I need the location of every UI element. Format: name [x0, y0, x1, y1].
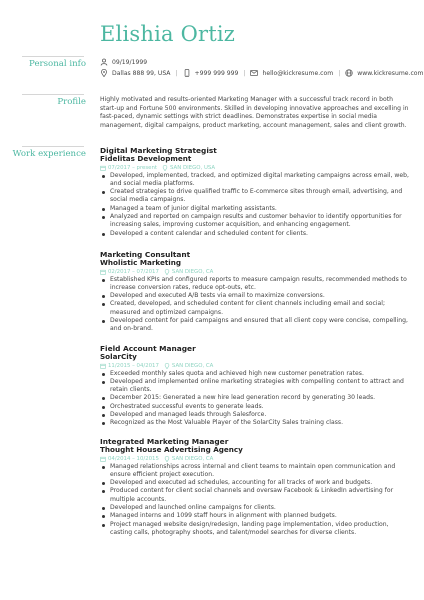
job-title: Marketing Consultant	[100, 250, 191, 259]
calendar-icon	[100, 456, 106, 462]
job-entry	[100, 437, 410, 537]
phone-value: +999 999 999	[194, 69, 239, 77]
list-item: Developed, implemented, tracked, and optimized digital marketing campaigns across email, web, and social media platforms.	[100, 172, 410, 189]
job-dates: 11/2015 – 04/2017	[108, 362, 159, 369]
list-item: Created strategies to drive qualified traffic to E-commerce sites through email, advertising, and social media campaigns.	[100, 188, 410, 205]
job-location: SAN DIEGO, CA	[171, 362, 214, 369]
email-value: hello@kickresume.com	[262, 69, 334, 77]
calendar-icon	[100, 269, 106, 275]
list-item: Developed and managed leads through Salesforce.	[100, 411, 410, 419]
calendar-icon	[100, 165, 106, 171]
job-entry	[100, 250, 410, 334]
job-dates: 07/2017 – present	[108, 164, 158, 171]
job-title: Field Account Manager	[100, 344, 196, 353]
contact-row	[100, 69, 423, 77]
job-entry	[100, 146, 410, 238]
location-pin-icon	[100, 69, 108, 77]
birthday-row	[100, 58, 147, 66]
employer-name: Thought House Advertising Agency	[100, 445, 243, 454]
location-pin-icon	[164, 456, 170, 462]
section-divider	[22, 94, 84, 95]
profile-summary: Highly motivated and results-oriented Marketing Manager with a successful track record in both start-up and Fortune 500 environments. Skilled in developing innovative approaches and excelling in fast-paced, dynamic settings with strict deadlines. Demonstrates expertise in social media management, digital campaigns, product marketing, account management, sales and client growth.	[100, 96, 409, 129]
list-item: Orchestrated successful events to generate leads.	[100, 403, 410, 411]
profile-label: Profile	[57, 97, 86, 107]
job-location: SAN DIEGO, CA	[171, 455, 214, 462]
job-meta	[100, 362, 410, 370]
job-dates: 02/2017 – 07/2017	[108, 268, 159, 275]
separator: |	[338, 69, 341, 77]
job-responsibilities	[100, 276, 410, 334]
job-meta	[100, 164, 410, 172]
employer-name: Wholistic Marketing	[100, 258, 182, 267]
list-item: Project managed website design/redesign, landing page implementation, video production, casting calls, photography shoots, and talent/model searches for diverse clients.	[100, 521, 410, 538]
job-title: Digital Marketing Strategist	[100, 146, 217, 155]
employer-name: SolarCity	[100, 352, 137, 361]
list-item: Developed a content calendar and scheduled content for clients.	[100, 230, 410, 238]
location-pin-icon	[164, 269, 170, 275]
list-item: Produced content for client social channels and oversaw Facebook & LinkedIn advertising for multiple accounts.	[100, 487, 410, 504]
job-dates: 04/2014 – 10/2015	[108, 455, 159, 462]
calendar-icon	[100, 363, 106, 369]
location-pin-icon	[164, 363, 170, 369]
location-pin-icon	[162, 165, 168, 171]
globe-icon	[345, 69, 353, 77]
address-value: Dallas 888 99, USA	[112, 69, 171, 77]
job-title: Integrated Marketing Manager	[100, 437, 229, 446]
section-divider	[22, 146, 84, 147]
list-item: Analyzed and reported on campaign results and customer behavior to identify opportunities for increasing sales, improving customer acquisition, and enhancing engagement.	[100, 213, 410, 230]
section-divider	[22, 56, 84, 57]
list-item: Developed and executed ad schedules, accounting for all tracks of work and budgets.	[100, 479, 410, 487]
website-value: www.kickresume.com	[357, 69, 424, 77]
employer-name: Fidelitas Development	[100, 154, 192, 163]
job-entry	[100, 344, 410, 428]
list-item: Developed and executed A/B tests via email to maximize conversions.	[100, 292, 410, 300]
separator: |	[175, 69, 178, 77]
job-location: SAN DIEGO, CA	[171, 268, 214, 275]
list-item: Developed and launched online campaigns for clients.	[100, 504, 410, 512]
list-item: Created, developed, and scheduled content for client channels including email and social; measured and optimized campaigns.	[100, 300, 410, 317]
list-item: December 2015: Generated a new hire lead generation record by generating 30 leads.	[100, 394, 410, 402]
email-icon	[250, 69, 258, 77]
list-item: Managed interns and 1099 staff hours in alignment with planned budgets.	[100, 512, 410, 520]
list-item: Managed relationships across internal and client teams to maintain open communication and ensure efficient project execution.	[100, 463, 410, 480]
list-item: Established KPIs and configured reports to measure campaign results, recommended methods to increase conversion rates, reduce opt-outs, etc.	[100, 276, 410, 293]
job-responsibilities	[100, 463, 410, 538]
personal-info-label: Personal info	[29, 59, 86, 69]
job-responsibilities	[100, 172, 410, 238]
job-meta	[100, 455, 410, 463]
job-responsibilities	[100, 370, 410, 428]
list-item: Developed content for paid campaigns and ensured that all client copy were concise, compelling, and on-brand.	[100, 317, 410, 334]
job-location: SAN DIEGO, USA	[170, 164, 216, 171]
separator: |	[243, 69, 246, 77]
work-experience-label: Work experience	[12, 149, 86, 159]
list-item: Managed a team of junior digital marketing assistants.	[100, 205, 410, 213]
phone-icon	[183, 69, 191, 77]
birthday-value: 09/19/1999	[112, 58, 148, 66]
person-icon	[100, 58, 108, 66]
list-item: Recognized as the Most Valuable Player of the SolarCity Sales training class.	[100, 419, 410, 427]
job-meta	[100, 268, 410, 276]
list-item: Developed and implemented online marketing strategies with compelling content to attract and retain clients.	[100, 378, 410, 395]
list-item: Exceeded monthly sales quota and achieved high new customer penetration rates.	[100, 370, 410, 378]
candidate-name: Elishia Ortiz	[100, 22, 236, 46]
